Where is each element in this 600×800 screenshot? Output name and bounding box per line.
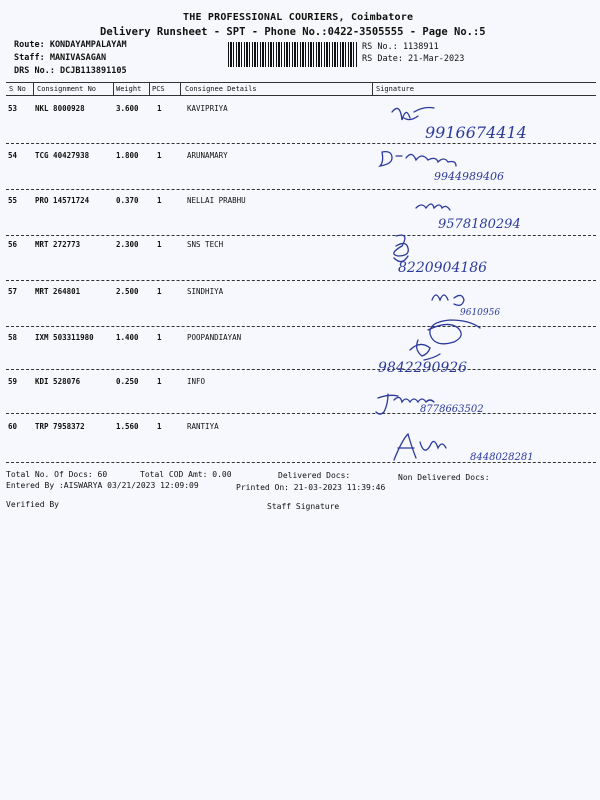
signature-phone: 8220904186: [398, 260, 488, 276]
row-weight: 0.370: [116, 196, 139, 205]
total-cod: Total COD Amt: 0.00: [140, 470, 232, 479]
row-weight: 2.500: [116, 287, 139, 296]
row-weight: 1.400: [116, 333, 139, 342]
row-pcs: 1: [157, 333, 162, 342]
route: Route: KONDAYAMPALAYAM: [14, 40, 127, 50]
col-pcs: PCS: [152, 85, 165, 93]
non-delivered-docs: Non Delivered Docs:: [398, 473, 490, 482]
col-consignment: Consignment No: [37, 85, 97, 93]
row-weight: 0.250: [116, 377, 139, 386]
row-consignee: NELLAI PRABHU: [187, 196, 246, 205]
row-sno: 54: [8, 151, 18, 160]
row-consignee: ARUNAMARY: [187, 151, 228, 160]
row-pcs: 1: [157, 151, 162, 160]
row-pcs: 1: [157, 196, 162, 205]
signature-phone: 8448028281: [470, 452, 534, 463]
col-signature: Signature: [376, 85, 414, 93]
signature-phone: 8778663502: [420, 404, 484, 415]
delivered-docs: Delivered Docs:: [278, 471, 351, 480]
row-sno: 56: [8, 240, 18, 249]
staff-signature: Staff Signature: [267, 502, 340, 511]
signature-mark: [394, 235, 408, 261]
row-consignee: SINDHIYA: [187, 287, 224, 296]
row-sno: 58: [8, 333, 18, 342]
row-sno: 57: [8, 287, 18, 296]
total-docs: Total No. Of Docs: 60: [6, 470, 108, 479]
entered-by: Entered By :AISWARYA 03/21/2023 12:09:09: [6, 481, 199, 490]
row-consignee: POOPANDIAYAN: [187, 333, 242, 342]
signature-phone: 9944989406: [434, 170, 504, 183]
signature-mark: [380, 152, 456, 166]
printed-on: Printed On: 21-03-2023 11:39:46: [236, 483, 386, 492]
row-sno: 60: [8, 422, 18, 431]
runsheet-title: Delivery Runsheet - SPT - Phone No.:0422-3505555 - Page No.:5: [100, 26, 486, 38]
row-consignee: KAVIPRIYA: [187, 104, 228, 113]
signature-mark: [428, 295, 480, 344]
row-weight: 1.800: [116, 151, 139, 160]
signature-mark: [416, 204, 450, 210]
row-sno: 59: [8, 377, 18, 386]
signature-phone: 9842290926: [378, 360, 468, 376]
row-consignee: RANTIYA: [187, 422, 219, 431]
signature-mark: [392, 108, 434, 121]
verified-by: Verified By: [6, 500, 59, 509]
signature-phone: 9578180294: [438, 217, 521, 232]
row-consignee: SNS TECH: [187, 240, 224, 249]
staff: Staff: MANIVASAGAN: [14, 53, 107, 63]
signature-phone: 9916674414: [425, 123, 527, 142]
signature-mark: [410, 340, 440, 360]
signature-mark: [394, 434, 446, 460]
company-name: THE PROFESSIONAL COURIERS, Coimbatore: [183, 12, 414, 23]
rs-date: RS Date: 21-Mar-2023: [362, 54, 465, 64]
signature-phone: 9610956: [460, 308, 501, 318]
row-consignment: TRP 7958372: [35, 422, 85, 431]
row-sno: 53: [8, 104, 18, 113]
row-consignee: INFO: [187, 377, 206, 386]
row-weight: 2.300: [116, 240, 139, 249]
row-consignment: MRT 272773: [35, 240, 81, 249]
col-weight: Weight: [116, 85, 142, 93]
row-consignment: NKL 8000928: [35, 104, 85, 113]
col-sno: S No: [9, 85, 26, 93]
row-weight: 3.600: [116, 104, 139, 113]
row-pcs: 1: [157, 240, 162, 249]
row-consignment: MRT 264801: [35, 287, 81, 296]
row-consignment: PRO 14571724: [35, 196, 90, 205]
row-consignment: IXM 503311980: [35, 333, 94, 342]
row-pcs: 1: [157, 377, 162, 386]
row-pcs: 1: [157, 287, 162, 296]
row-pcs: 1: [157, 422, 162, 431]
row-consignment: KDI 528076: [35, 377, 81, 386]
rs-number: RS No.: 1138911: [362, 42, 439, 52]
drs-number: DRS No.: DCJB113891105: [14, 66, 127, 76]
row-consignment: TCG 40427938: [35, 151, 90, 160]
row-weight: 1.560: [116, 422, 139, 431]
row-pcs: 1: [157, 104, 162, 113]
col-consignee: Consignee Details: [185, 85, 257, 93]
row-sno: 55: [8, 196, 18, 205]
